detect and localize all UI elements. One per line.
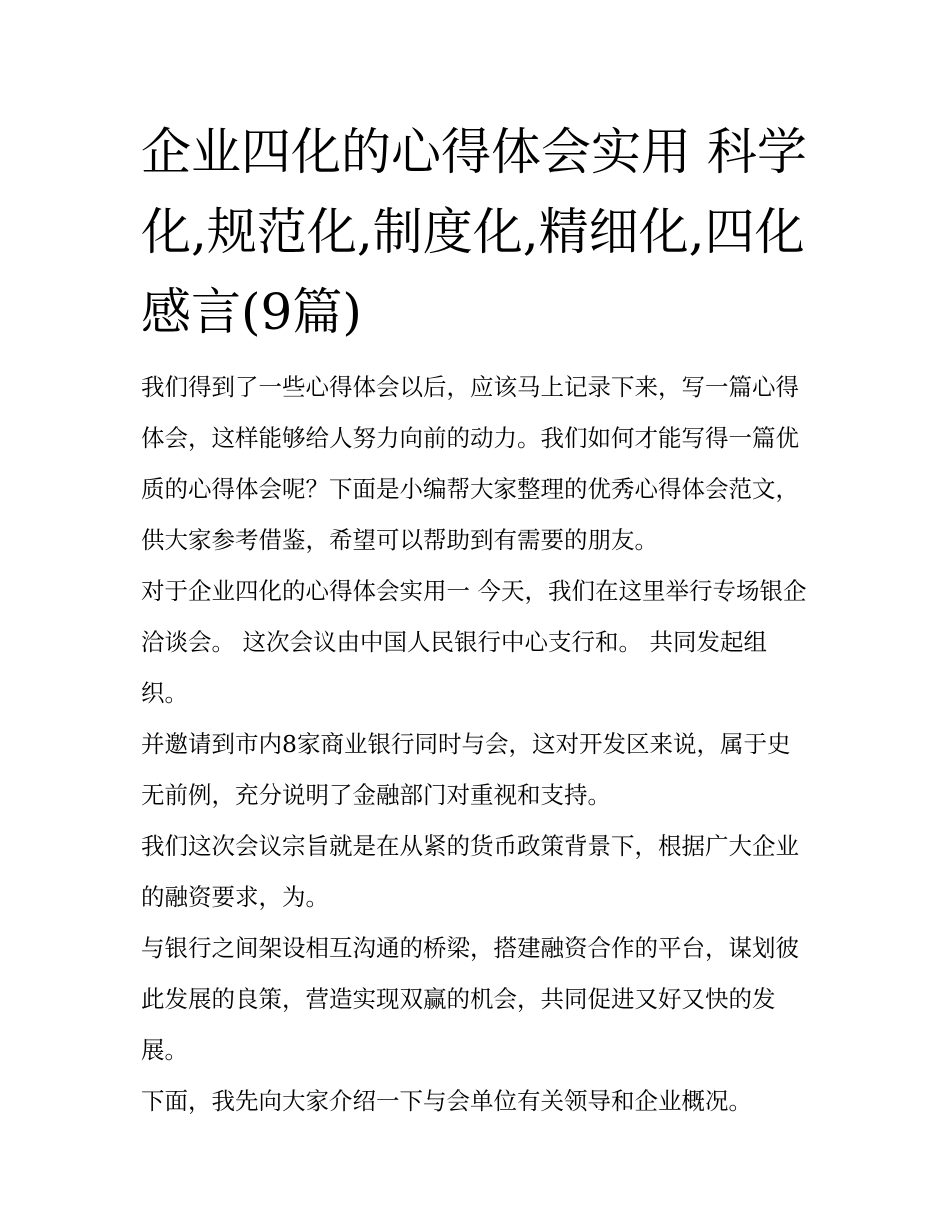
document-body — [141, 112, 813, 1127]
paragraph-intro: 我们得到了一些心得体会以后，应该马上记录下来，写一篇心得体会，这样能够给人努力向前的动力。我们如何才能写得一篇优质的心得体会呢？下面是小编帮大家整理的优秀心得体会范文，供大家参考借鉴，希望可以帮助到有需要的朋友。 — [141, 373, 799, 554]
paragraph-4: 与银行之间架设相互沟通的桥梁，搭建融资合作的平台，谋划彼此发展的良策，营造实现双赢的机会，共同促进又好又快的发展。 — [141, 934, 799, 1064]
paragraph-3: 我们这次会议宗旨就是在从紧的货币政策背景下，根据广大企业的融资要求，为。 — [141, 832, 799, 911]
document-title: 企业四化的心得体会实用 科学化,规范化,制度化,精细化,四化感言(9篇) — [141, 123, 807, 341]
paragraph-1: 对于企业四化的心得体会实用一 今天，我们在这里举行专场银企洽谈会。 这次会议由中国人民银行中心支行和。 共同发起组织。 — [141, 577, 807, 707]
paragraph-5: 下面，我先向大家介绍一下与会单位有关领导和企业概况。 — [141, 1087, 752, 1115]
paragraph-2: 并邀请到市内8家商业银行同时与会，这对开发区来说，属于史无前例，充分说明了金融部门对重视和支持。 — [141, 730, 791, 809]
